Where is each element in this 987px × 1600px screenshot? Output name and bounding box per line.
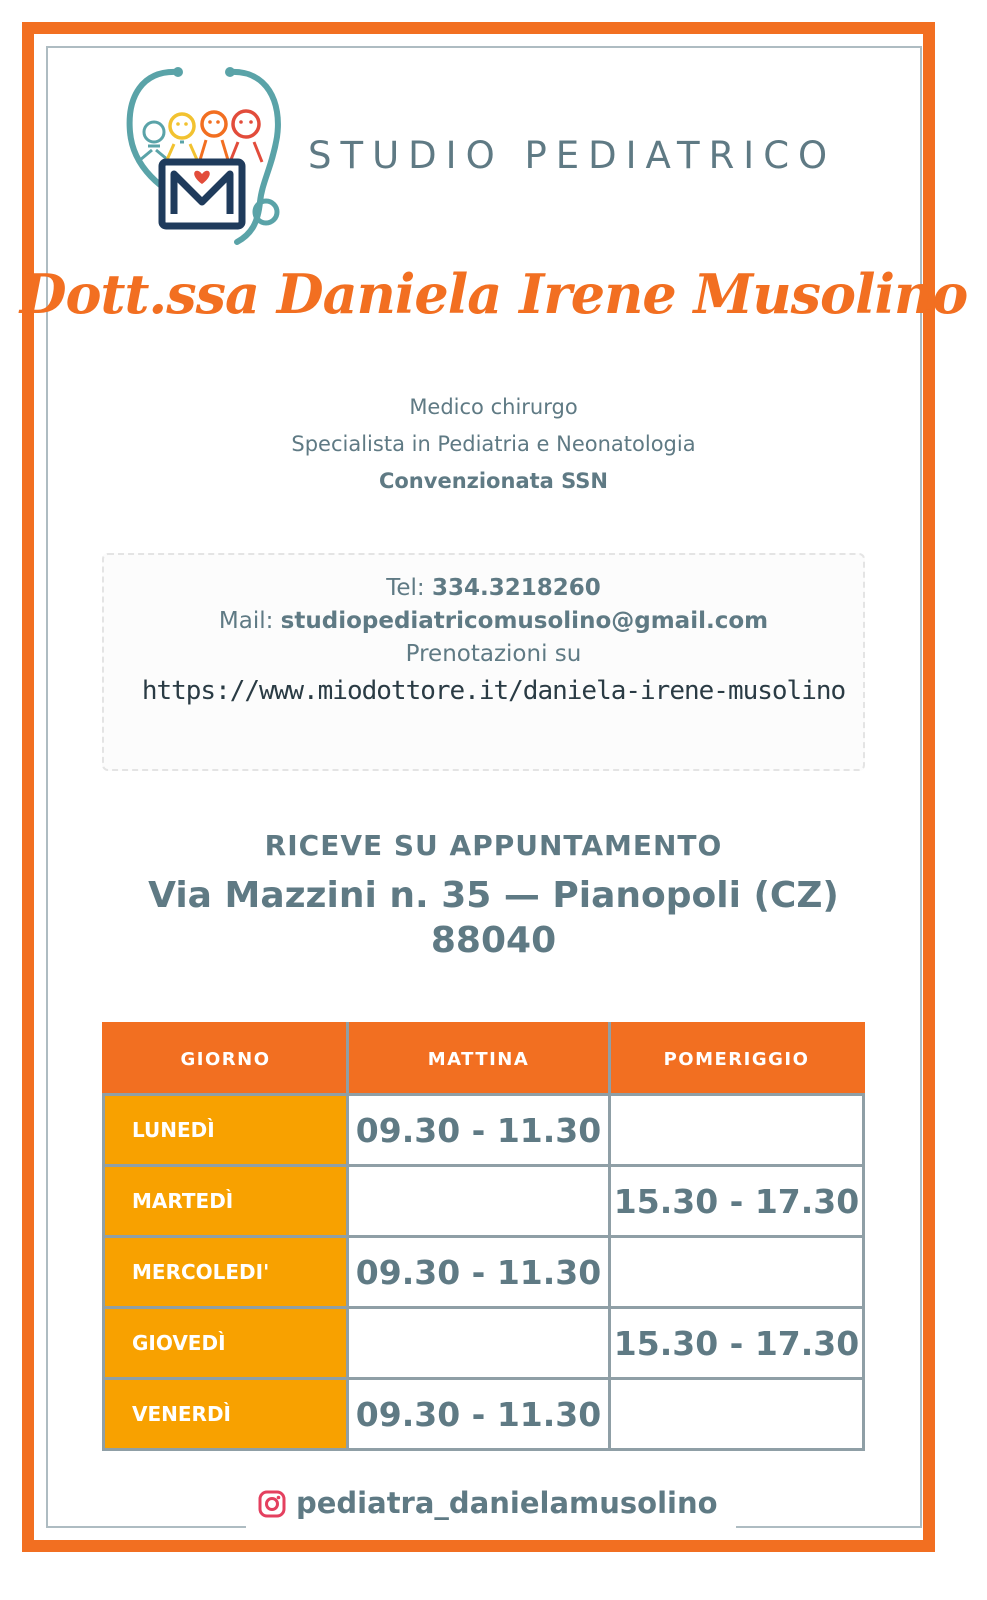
profession-line: Medico chirurgo (409, 395, 578, 419)
table-header-row (104, 1024, 864, 1095)
booking-link[interactable]: https://www.miodottore.it/daniela-irene-musolino (141, 676, 846, 706)
morning-cell: 09.30 - 11.30 (348, 1379, 610, 1450)
stethoscope-children-logo-icon (122, 62, 287, 254)
phone-label: Tel: (386, 575, 432, 601)
appointment-heading: RICEVE SU APPUNTAMENTO (264, 829, 723, 862)
morning-cell (348, 1308, 610, 1379)
day-cell: MARTEDÌ (104, 1166, 348, 1237)
phone-number[interactable]: 334.3218260 (431, 575, 601, 601)
afternoon-cell: 15.30 - 17.30 (610, 1166, 864, 1237)
instagram-icon (258, 1490, 286, 1518)
address-postal-code: 88040 (430, 920, 557, 961)
day-cell: VENERDÌ (104, 1379, 348, 1450)
address-block (0, 873, 987, 963)
table-row (104, 1379, 864, 1450)
email-address[interactable]: studiopediatricomusolino@gmail.com (280, 608, 769, 634)
office-hours-table (102, 1022, 865, 1451)
morning-cell: 09.30 - 11.30 (348, 1095, 610, 1166)
doctor-name-heading: Dott.ssa Daniela Irene Musolino (19, 262, 968, 326)
instagram-footer[interactable] (246, 1478, 736, 1534)
day-cell: MERCOLEDI' (104, 1237, 348, 1308)
table-row (104, 1095, 864, 1166)
table-row (104, 1237, 864, 1308)
email-line (0, 608, 987, 634)
email-label: Mail: (218, 608, 281, 634)
table-row (104, 1308, 864, 1379)
header-afternoon: POMERIGGIO (610, 1024, 864, 1095)
day-cell: LUNEDÌ (104, 1095, 348, 1166)
header-morning: MATTINA (348, 1024, 610, 1095)
header-day: GIORNO (104, 1024, 348, 1095)
afternoon-cell (610, 1237, 864, 1308)
studio-title: STUDIO PEDIATRICO (308, 134, 837, 177)
booking-label: Prenotazioni su (405, 641, 582, 667)
instagram-handle[interactable]: pediatra_danielamusolino (296, 1486, 718, 1520)
afternoon-cell (610, 1095, 864, 1166)
day-cell: GIOVEDÌ (104, 1308, 348, 1379)
morning-cell: 09.30 - 11.30 (348, 1237, 610, 1308)
table-row (104, 1166, 864, 1237)
specialization-line: Specialista in Pediatria e Neonatologia (291, 432, 696, 456)
afternoon-cell: 15.30 - 17.30 (610, 1308, 864, 1379)
morning-cell (348, 1166, 610, 1237)
ssn-affiliation-line: Convenzionata SSN (378, 469, 609, 493)
phone-line (0, 575, 987, 601)
afternoon-cell (610, 1379, 864, 1450)
address-street: Via Mazzini n. 35 — Pianopoli (CZ) (148, 875, 839, 916)
